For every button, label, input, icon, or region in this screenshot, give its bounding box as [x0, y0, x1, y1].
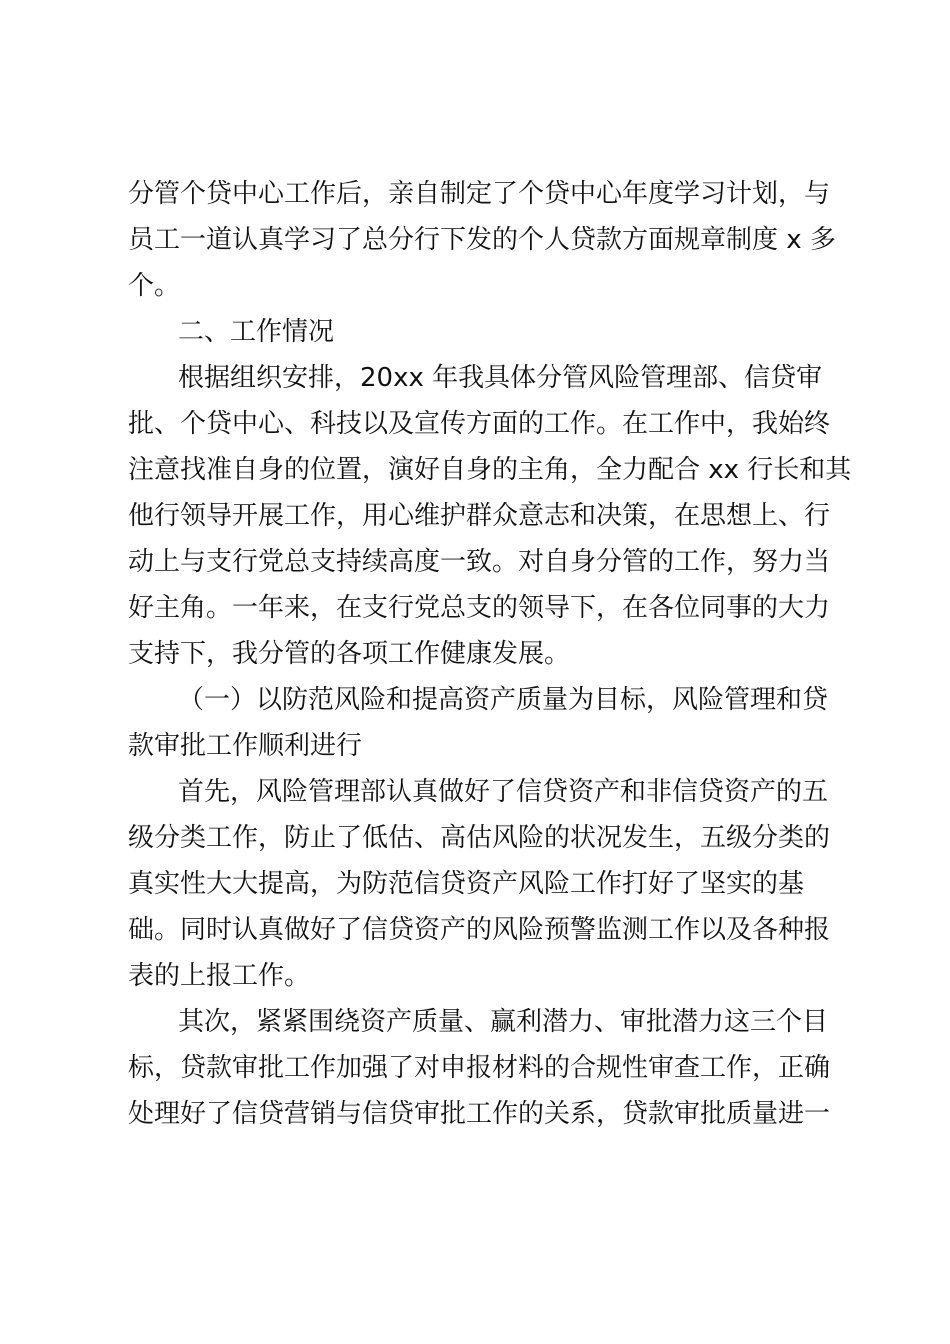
- paragraph-line: 分管个贷中心工作后，亲自制定了个贷中心年度学习计划，与: [128, 179, 831, 209]
- paragraph-line: 真实性大大提高，为防范信贷资产风险工作打好了坚实的基: [128, 869, 805, 899]
- subsection-heading: （一）以防范风险和提高资产质量为目标，风险管理和贷: [178, 685, 829, 715]
- paragraph-line: 他行领导开展工作，用心维护群众意志和决策，在思想上、行: [128, 501, 831, 531]
- paragraph-line: 首先，风险管理部认真做好了信贷资产和非信贷资产的五: [178, 777, 829, 807]
- paragraph-line: 础。同时认真做好了信贷资产的风险预警监测工作以及各种报: [128, 915, 831, 945]
- paragraph-line: 支持下，我分管的各项工作健康发展。: [128, 639, 571, 669]
- paragraph-line: 个。: [128, 271, 181, 301]
- paragraph-line: 批、个贷中心、科技以及宣传方面的工作。在工作中，我始终: [128, 409, 831, 439]
- paragraph-line: 注意找准自身的位置，演好自身的主角，全力配合 xx 行长和其: [128, 455, 852, 485]
- paragraph-line: 处理好了信贷营销与信贷审批工作的关系，贷款审批质量进一: [128, 1099, 831, 1129]
- paragraph-line: 标，贷款审批工作加强了对申报材料的合规性审查工作，正确: [128, 1053, 831, 1083]
- paragraph-line: 根据组织安排，20xx 年我具体分管风险管理部、信贷审: [178, 363, 823, 393]
- paragraph-line: 好主角。一年来，在支行党总支的领导下，在各位同事的大力: [128, 593, 831, 623]
- paragraph-line: 员工一道认真学习了总分行下发的个人贷款方面规章制度 x 多: [128, 225, 836, 255]
- paragraph-line: 动上与支行党总支持续高度一致。对自身分管的工作，努力当: [128, 547, 831, 577]
- paragraph-line: 其次，紧紧围绕资产质量、赢利潜力、审批潜力这三个目: [178, 1007, 829, 1037]
- paragraph-line: 级分类工作，防止了低估、高估风险的状况发生，五级分类的: [128, 823, 831, 853]
- subsection-heading: 款审批工作顺利进行: [128, 731, 363, 761]
- paragraph-line: 表的上报工作。: [128, 961, 311, 991]
- section-heading: 二、工作情况: [178, 317, 335, 347]
